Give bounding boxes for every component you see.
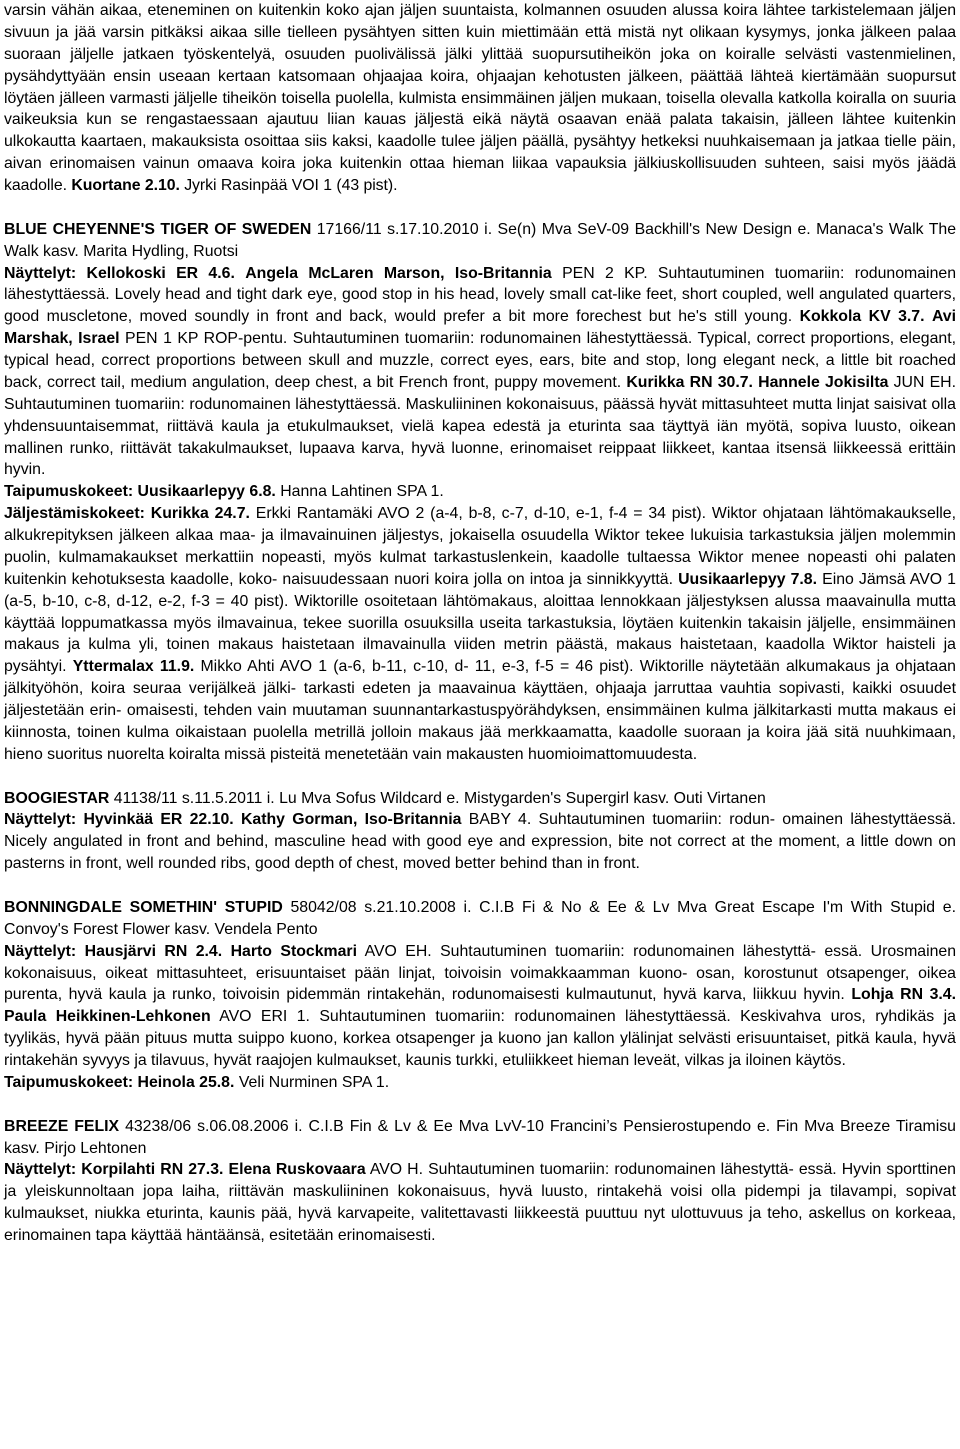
test-result: Mikko Ahti AVO 1 (a-6, b-11, c-10, d- 11, e-3, f-5 = 46 pist). Wiktorille näytetään alkumakaus ja ohjataan jälkityöhön, koira seuraa verijälkeä jälki- tarkasti edeten ja maavainua käyttäen, ohjaaja jarruttaa vauhtia sopivasti, kaikki osuudet jäljestetään erin- omaisesti, tehden vain muutaman suunnantarkastuspyörähdyksen, ensimmäinen kulma jälkitarkasti mutta makaus ei kiinnosta, toinen kulma oikaistaan puolella metrillä jolloin makaus jää merkkaamatta, kaadolle suoraan ja koira jää sitä nuuhkimaan, hieno suoritus nuorelta koiralta missä pisteitä menetetään vain makausten huomioimattomuudesta.	[4, 658, 956, 763]
aptitude-tests-label: Taipumuskokeet:	[4, 483, 134, 501]
dog-entry-boogiestar	[4, 788, 956, 876]
show-event: Korpilahti RN 27.3.	[81, 1161, 224, 1179]
test-event: Uusikaarlepyy 6.8.	[137, 483, 276, 501]
show-critique: BABY 4. Suhtautuminen tuomariin: rodun- omainen lähestyttäessä. Nicely angulated in front and behind, masculine head with good eye and expression, bite not correct at the moment, a little down on pasterns in front, well rounded ribs, good depth of chest, moved better behind than in front.	[4, 811, 957, 873]
dog-name: BONNINGDALE SOMETHIN' STUPID	[4, 898, 283, 916]
spacer	[4, 1094, 956, 1116]
show-critique: JUN EH. Suhtautuminen tuomariin: rodunomainen lähestyttäessä. Maskuliininen kokonaisuus, päässä hyvät mittasuhteet mutta linjat saisivat olla yhdensuuntaisemmat, riittävä kaula ja etukulmaukset, vielä kapea edestä ja eturinta saa täyttyä iän myötä, sopiva luusto, oikean mallinen runko, riittävät takakulmaukset, lupaava karva, hyvä luonne, erinomaiset reippaat liikkeet, kantaa itsensä liikkeessä erittäin hyvin.	[4, 373, 957, 479]
show-event: Hausjärvi RN 2.4.	[84, 942, 223, 960]
show-judge: Avi Marshak, Israel	[4, 308, 957, 348]
show-event: Lohja RN 3.4.	[851, 986, 957, 1004]
intro-rest: Jyrki Rasinpää VOI 1 (43 pist).	[184, 177, 398, 194]
show-judge: Kathy Gorman, Iso-Britannia	[240, 811, 462, 829]
test-event: Kurikka 24.7.	[150, 505, 250, 523]
dog-name: BREEZE FELIX	[4, 1117, 120, 1135]
shows-label: Näyttelyt:	[4, 264, 77, 282]
show-critique: AVO EH. Suhtautuminen tuomariin: rodunomainen lähestyttä- essä. Urosmainen kokonaisuus, oikeat mittasuhteet, erisuuntaiset pään linjat, toivoisin voimakkaamman kuono- osan, korostunut otsapenger, oikea purenta, hyvä kaula ja runko, toivoisin pidemmän rintakehän, rodunomaisesti kulmautunut, hyvä karva, liikkuu hyvin.	[4, 942, 957, 1004]
tracking-tests-label: Jäljestämiskokeet:	[4, 505, 145, 523]
shows-label: Näyttelyt:	[4, 942, 77, 960]
dog-entry-blue-cheyenne	[4, 219, 956, 766]
show-critique: AVO H. Suhtautuminen tuomariin: rodunomainen lähestyttä- essä. Hyvin sporttinen ja yleiskunnoltaan jopa laiha, riittävän maskuliininen kokonaisuus, hyvä luusto, rintakehä voisi olla pidempi ja tilavampi, sopivat kulmaukset, niukka eturinta, kaunis pää, hyvä karvapeite, valitettavasti liikkeestä puuttuu nyt ulottuvuus ja teho, askellus on korkeaa, erinomainen tapa käyttää häntäänsä, esitetään erinomaisesti.	[4, 1161, 956, 1245]
show-critique: PEN 2 KP. Suhtautuminen tuomariin: rodunomainen lähestyttäessä. Lovely head and tight dark eye, good stop in his head, lovely small cat-like feet, short coupled, well angulated quarters, good muscletone, moved soundly in front and back, would prefer a bit more forechest but he's still young.	[4, 264, 957, 326]
show-judge: Harto Stockmari	[230, 942, 357, 960]
test-event: Heinola 25.8.	[137, 1073, 235, 1091]
intro-text: varsin vähän aikaa, eteneminen on kuitenkin koko ajan jäljen suuntaista, kolmannen osuuden alussa koira lähtee tarkistelemaan jäljen sivuun ja jää varsin pitkäksi aikaa sille tielleen pysähtyen sitten kuin miettimään että mistä nyt olikaan kysymys, jonka jälkeen palaa suoraan jäljelle jatkaen työskentelyä, osuuden puolivälissä jälki ylittää suopursutiheikön joka on koiralle selvästi vastenmielinen, pysähdyttyään ensin useaan kertaan katsomaan ohjaajaa koira, ohjaajan kehotusten jälkeen, päättää lähteä kiertämään suopursut löytäen jälleen varmasti jäljelle tiheikön toisella puolella, kulmista ensimmäinen jäljen mukaan, toisella olevalla katkolla koiralla on suuria vaikeuksia kun se rengastaessaan ajautuu liian kauas jäljestä eikä näytä osaavan enää palata takaisin, jälleen lähtee kuitenkin ulkokautta kaartaen, makauksista osoittaa siis kaksi, kaadolle tulee jäljen päällä, pysähtyy hetkeksi nuuhkaisemaan ja jatkaa tielle päin, aivan erinomaisen vainun omaava koira joka kuitenkin ottaa hieman liikaa vapauksia jälkiuskollisuuden suhteen, saisi myös jäädä kaadolle.	[4, 2, 956, 194]
show-judge: Paula Heikkinen-Lehkonen	[4, 1008, 211, 1026]
show-judge: Angela McLaren Marson, Iso-Britannia	[245, 264, 552, 282]
show-judge: Elena Ruskovaara	[228, 1161, 366, 1179]
shows-label: Näyttelyt:	[4, 1161, 77, 1179]
dog-registration: 58042/08 s.21.10.2008 i. C.I.B Fi & No & Ee & Lv Mva Great Escape I'm With Stupid e. Convoy's Forest Flower kasv. Vendela Pento	[4, 898, 956, 938]
dog-registration: 41138/11 s.11.5.2011 i. Lu Mva Sofus Wildcard e. Mistygarden's Supergirl kasv. Outi Virtanen	[113, 789, 766, 807]
dog-name: BLUE CHEYENNE'S TIGER OF SWEDEN	[4, 220, 312, 238]
dog-entry-bonningdale	[4, 897, 956, 1094]
show-event: Kellokoski ER 4.6.	[86, 264, 235, 282]
dog-registration: 17166/11 s.17.10.2010 i. Se(n) Mva SeV-09 Backhill's New Design e. Manaca's Walk The Walk kasv. Marita Hydling, Ruotsi	[4, 220, 956, 260]
dog-name: BOOGIESTAR	[4, 789, 110, 807]
test-event: Yttermalax 11.9.	[72, 658, 195, 676]
show-critique: AVO ERI 1. Suhtautuminen tuomariin: rodunomainen lähestyttäessä. Keskivahva uros, ryhdikäs ja tyylikäs, hyvä pään pituus mutta suippo kuono, korkea otsapenger ja kuono jan kallon ylälinjat selvästi erisuuntaiset, pitkä kaula, hyvä rintakehän syvyys ja tilavuus, hyvät raajojen kulmaukset, kaunis turkki, etuliikkeet hieman leveät, vilkas ja iloinen käytös.	[4, 1008, 956, 1070]
shows-label: Näyttelyt:	[4, 811, 77, 829]
show-judge: Hannele Jokisilta	[758, 373, 889, 391]
show-critique: PEN 1 KP ROP-pentu. Suhtautuminen tuomariin: rodunomainen lähestyttäessä. Typical, correct proportions, elegant, typical head, correct proportions between skull and muzzle, correct eyes, ears, bite and stop, long elegant neck, a little bit roached back, correct tail, medium angulation, deep chest, a bit French front, puppy movement.	[4, 330, 957, 391]
spacer	[4, 875, 956, 897]
aptitude-tests-label: Taipumuskokeet:	[4, 1073, 134, 1091]
test-result: Erkki Rantamäki AVO 2 (a-4, b-8, c-7, d-10, e-1, f-4 = 34 pist). Wiktor ohjataan lähtömakaukselle, alkukrepityksen jälkeen alkaa maa- ja ilmavainuinen jäljestys, jokaisella osuudella Wiktor tekee lukuisia tarkastuksia jäljen molemmin puolin, kulmamakaukset merkattiin nopeasti, myös kulmat tarkastuslenkein, kaadolle tultaessa Wiktor menee nopeasti ohi palaten kuitenkin kehotuksesta kaadolle, koko- naisuudessaan nuori koira jolla on intoa ja sinnikkyyttä.	[4, 505, 957, 588]
spacer	[4, 766, 956, 788]
intro-event: Kuortane 2.10.	[71, 177, 180, 194]
dog-registration: 43238/06 s.06.08.2006 i. C.I.B Fin & Lv & Ee Mva LvV-10 Francini’s Pensierostupendo e. Fin Mva Breeze Tiramisu kasv. Pirjo Lehtonen	[4, 1117, 956, 1157]
dog-entry-breeze-felix	[4, 1116, 956, 1247]
test-result: Hanna Lahtinen SPA 1.	[280, 483, 444, 501]
show-event: Kurikka RN 30.7.	[626, 373, 753, 391]
test-result: Eino Jämsä AVO 1 (a-5, b-10, c-8, d-12, e-2, f-3 = 40 pist). Wiktorille osoitetaan lähtömakaus, aloittaa lennokkaan jäljestyksen alussa maavainulla mutta käyttää loppumatkassa myös ilmavainua, tekee suorilla osuuksilla useita tarkastuksia, löytäen kuitenkin takaisin jäljelle, ensimmäinen makaus ja kulma yli, toinen makaus haistetaan ilmavainulla viiden metrin päästä, makaus haistetaan, kaadolla Wiktor haisteli ja pysähtyi.	[4, 570, 956, 676]
test-event: Uusikaarlepyy 7.8.	[678, 570, 818, 588]
spacer	[4, 197, 956, 219]
intro-paragraph	[4, 0, 956, 197]
show-event: Kokkola KV 3.7.	[799, 308, 925, 326]
show-event: Hyvinkää ER 22.10.	[83, 811, 234, 829]
test-result: Veli Nurminen SPA 1.	[238, 1073, 390, 1091]
